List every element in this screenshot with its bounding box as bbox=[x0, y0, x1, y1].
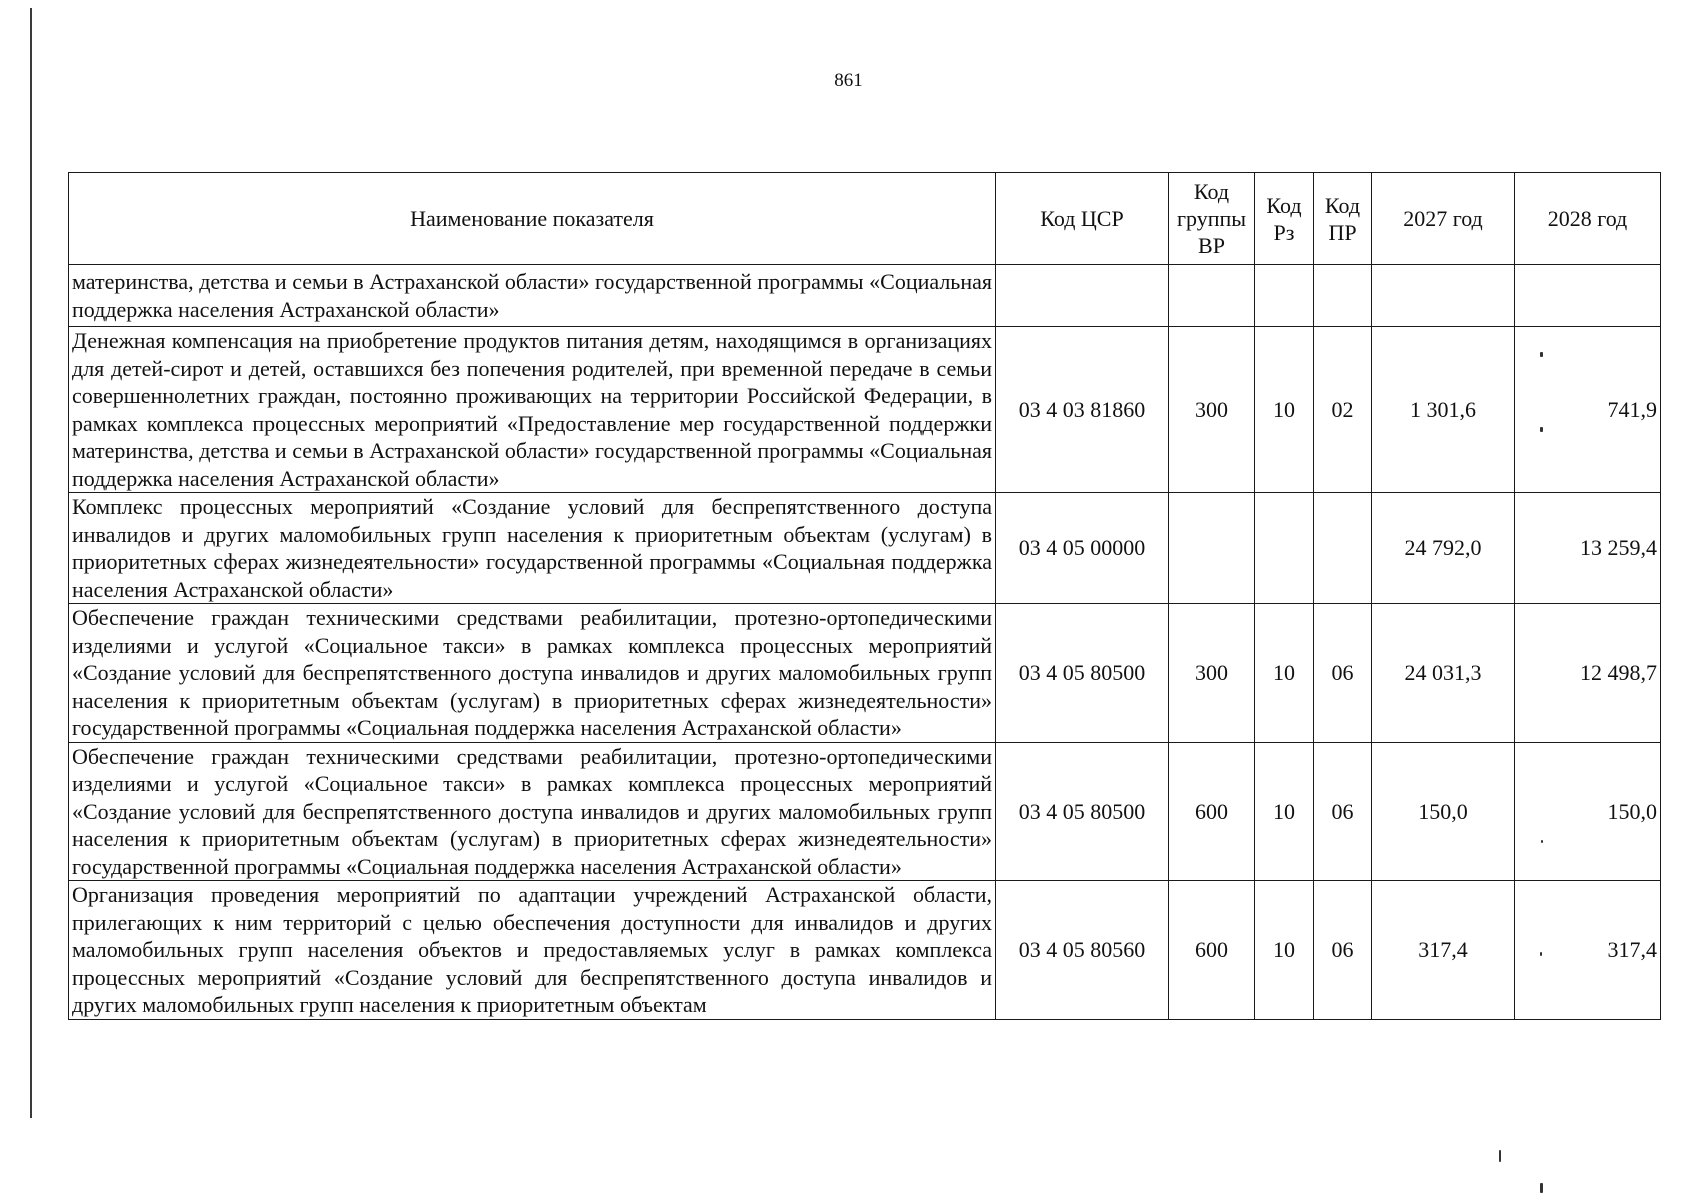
row-2027-cell: 24 031,3 bbox=[1372, 604, 1515, 743]
row-2028-cell: 12 498,7 bbox=[1515, 604, 1661, 743]
row-2027-cell: 150,0 bbox=[1372, 742, 1515, 881]
scan-speck bbox=[1540, 352, 1543, 357]
row-rz-cell bbox=[1255, 493, 1314, 604]
row-2027-cell: 24 792,0 bbox=[1372, 493, 1515, 604]
row-vr-cell: 600 bbox=[1169, 881, 1255, 1020]
row-2028-cell bbox=[1515, 265, 1661, 327]
row-vr-cell bbox=[1169, 265, 1255, 327]
row-csr-cell: 03 4 05 80560 bbox=[996, 881, 1169, 1020]
row-2027-cell bbox=[1372, 265, 1515, 327]
row-vr-cell bbox=[1169, 493, 1255, 604]
header-year-2027: 2027 год bbox=[1372, 173, 1515, 265]
row-rz-cell: 10 bbox=[1255, 742, 1314, 881]
page-number: 861 bbox=[834, 70, 863, 91]
table-header-row bbox=[69, 173, 1661, 265]
row-name-cell: Денежная компенсация на приобретение продуктов питания детям, находящимся в организациях для детей-сирот и детей, оставшихся без попечения родителей, при временной передаче в семьи совершеннолетних граждан, постоянно проживающих на территории Российской Федерации, в рамках комплекса процессных мероприятий «Предоставление мер государственной поддержки материнства, детства и семьи в Астраханской области» государственной программы «Социальная поддержка населения Астраханской области» bbox=[69, 327, 996, 493]
table-row bbox=[69, 265, 1661, 327]
row-name-cell: Организация проведения мероприятий по адаптации учреждений Астраханской области, прилегающих к ним территорий с целью обеспечения доступности для инвалидов и других маломобильных групп населения объектов и предоставляемых услуг в рамках комплекса процессных мероприятий «Создание условий для беспрепятственного доступа инвалидов и других маломобильных групп населения к приоритетным объектам bbox=[69, 881, 996, 1020]
row-vr-cell: 600 bbox=[1169, 742, 1255, 881]
row-2027-cell: 317,4 bbox=[1372, 881, 1515, 1020]
header-pr-code: Код ПР bbox=[1314, 173, 1372, 265]
row-rz-cell: 10 bbox=[1255, 881, 1314, 1020]
row-2028-cell: 317,4 bbox=[1515, 881, 1661, 1020]
budget-table bbox=[68, 172, 1661, 1020]
header-name: Наименование показателя bbox=[69, 173, 996, 265]
scan-speck bbox=[1540, 427, 1543, 432]
row-pr-cell: 06 bbox=[1314, 742, 1372, 881]
row-pr-cell: 02 bbox=[1314, 327, 1372, 493]
table-row bbox=[69, 742, 1661, 881]
row-csr-cell: 03 4 05 00000 bbox=[996, 493, 1169, 604]
row-csr-cell bbox=[996, 265, 1169, 327]
row-2027-cell: 1 301,6 bbox=[1372, 327, 1515, 493]
row-rz-cell: 10 bbox=[1255, 604, 1314, 743]
row-name-cell: материнства, детства и семьи в Астраханской области» государственной программы «Социальная поддержка населения Астраханской области» bbox=[69, 265, 996, 327]
header-csr-code: Код ЦСР bbox=[996, 173, 1169, 265]
row-pr-cell bbox=[1314, 493, 1372, 604]
row-2028-cell: 741,9 bbox=[1515, 327, 1661, 493]
scan-speck bbox=[1499, 1150, 1501, 1162]
row-2028-cell: 13 259,4 bbox=[1515, 493, 1661, 604]
row-csr-cell: 03 4 03 81860 bbox=[996, 327, 1169, 493]
table-row bbox=[69, 881, 1661, 1020]
row-vr-cell: 300 bbox=[1169, 327, 1255, 493]
scan-speck bbox=[1541, 840, 1543, 843]
table-row bbox=[69, 493, 1661, 604]
table-row bbox=[69, 327, 1661, 493]
row-csr-cell: 03 4 05 80500 bbox=[996, 604, 1169, 743]
table-row bbox=[69, 604, 1661, 743]
row-vr-cell: 300 bbox=[1169, 604, 1255, 743]
binding-edge-line bbox=[30, 8, 32, 1118]
row-pr-cell: 06 bbox=[1314, 604, 1372, 743]
header-year-2028: 2028 год bbox=[1515, 173, 1661, 265]
row-2028-cell: 150,0 bbox=[1515, 742, 1661, 881]
row-csr-cell: 03 4 05 80500 bbox=[996, 742, 1169, 881]
header-vr-group-code: Код группы ВР bbox=[1169, 173, 1255, 265]
row-name-cell: Обеспечение граждан техническими средствами реабилитации, протезно-ортопедическими изделиями и услугой «Социальное такси» в рамках комплекса процессных мероприятий «Создание условий для беспрепятственного доступа инвалидов и других маломобильных групп населения к приоритетным объектам (услугам) в приоритетных сферах жизнедеятельности» государственной программы «Социальная поддержка населения Астраханской области» bbox=[69, 742, 996, 881]
header-rz-code: Код Рз bbox=[1255, 173, 1314, 265]
scan-speck bbox=[1540, 952, 1542, 956]
row-name-cell: Обеспечение граждан техническими средствами реабилитации, протезно-ортопедическими изделиями и услугой «Социальное такси» в рамках комплекса процессных мероприятий «Создание условий для беспрепятственного доступа инвалидов и других маломобильных групп населения к приоритетным объектам (услугам) в приоритетных сферах жизнедеятельности» государственной программы «Социальная поддержка населения Астраханской области» bbox=[69, 604, 996, 743]
scan-speck bbox=[1540, 1183, 1543, 1193]
row-rz-cell: 10 bbox=[1255, 327, 1314, 493]
row-name-cell: Комплекс процессных мероприятий «Создание условий для беспрепятственного доступа инвалидов и других маломобильных групп населения к приоритетным объектам (услугам) в приоритетных сферах жизнедеятельности» государственной программы «Социальная поддержка населения Астраханской области» bbox=[69, 493, 996, 604]
row-pr-cell bbox=[1314, 265, 1372, 327]
row-pr-cell: 06 bbox=[1314, 881, 1372, 1020]
row-rz-cell bbox=[1255, 265, 1314, 327]
